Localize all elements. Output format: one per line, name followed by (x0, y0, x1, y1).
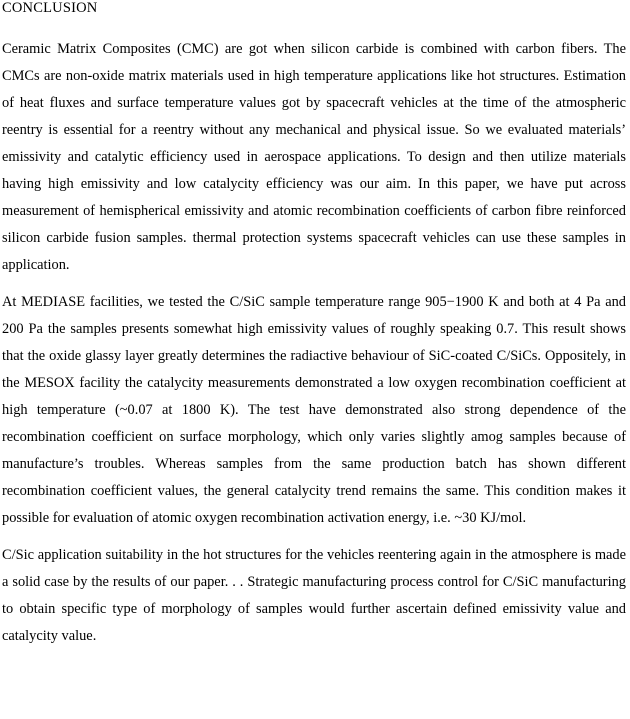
paragraph-test-results: At MEDIASE facilities, we tested the C/SiC sample temperature range 905−1900 K and both at 4 Pa and 200 Pa the samples presents somewhat high emissivity values of roughly speaking 0.7. This result shows that the oxide glassy layer greatly determines the radiactive behaviour of SiC-coated C/SiCs. Oppositely, in the MESOX facility the catalycity measurements demonstrated a low oxygen recombination coefficient at high temperature (~0.07 at 1800 K). The test have demonstrated also strong dependence of the recombination coefficient on surface morphology, which only varies slightly amog samples because of manufacture’s troubles. Whereas samples from the same production batch has shown different recombination coefficient values, the general catalycity trend remains the same. This condition makes it possible for evaluation of atomic oxygen recombination activation energy, i.e. ~30 KJ/mol. (2, 294, 626, 526)
section-heading: CONCLUSION (2, 0, 98, 16)
paragraph-application-suitability: C/Sic application suitability in the hot structures for the vehicles reentering again in the atmosphere is made a solid case by the results of our paper. . . Strategic manufacturing process control for C/SiC manufacturing to obtain specific type of morphology of samples would further ascertain defined emissivity value and catalycity value. (2, 547, 626, 644)
document-page (2, 0, 626, 660)
paragraph-cmc-overview: Ceramic Matrix Composites (CMC) are got when silicon carbide is combined with carbon fibers. The CMCs are non-oxide matrix materials used in high temperature applications like hot structures. Estimation of heat fluxes and surface temperature values got by spacecraft vehicles at the time of the atmospheric reentry is essential for a reentry without any mechanical and physical issue. So we evaluated materials’ emissivity and catalytic efficiency used in aerospace applications. To design and then utilize materials having high emissivity and low catalycity efficiency was our aim. In this paper, we have put across measurement of hemispherical emissivity and atomic recombination coefficients of carbon fibre reinforced silicon carbide fusion samples. thermal protection systems spacecraft vehicles can use these samples in application. (2, 41, 626, 273)
